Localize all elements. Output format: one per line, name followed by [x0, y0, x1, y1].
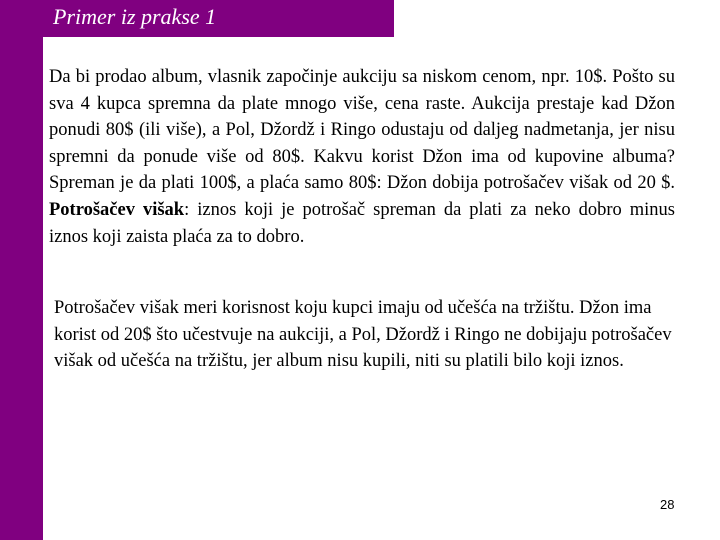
definition-term: Potrošačev višak	[49, 199, 185, 220]
left-accent-bar	[0, 0, 43, 540]
definition-paragraph	[49, 64, 675, 250]
paragraph1-text-part2: : iznos koji je potrošač spreman da plati za neko dobro minus iznos koji zaista plaća za to dobro.	[49, 199, 675, 247]
slide-title: Primer iz prakse 1	[53, 4, 217, 29]
explanation-paragraph: Potrošačev višak meri korisnost koju kupci imaju od učešća na tržištu. Džon ima korist od 20$ što učestvuje na aukciji, a Pol, Džordž i Ringo ne dobijaju potrošačev višak od učešća na tržištu, jer album nisu kupili, niti su platili bilo koji iznos.	[54, 298, 672, 372]
page-number: 28	[660, 497, 675, 512]
paragraph1-text-part1: Da bi prodao album, vlasnik započinje aukciju sa niskom cenom, npr. 10$. Pošto su sva 4 kupca spremna da plate mnogo više, cena raste. Aukcija prestaje kad Džon ponudi 80$ (ili više), a Pol, Džordž i Ringo odustaju od daljeg nadmetanja, jer nisu spremni da ponude više od 80$. Kakvu korist Džon ima od kupovine albuma? Spreman je da plati 100$, a plaća samo 80$: Džon dobija potrošačev višak od 20 $.	[49, 67, 675, 194]
